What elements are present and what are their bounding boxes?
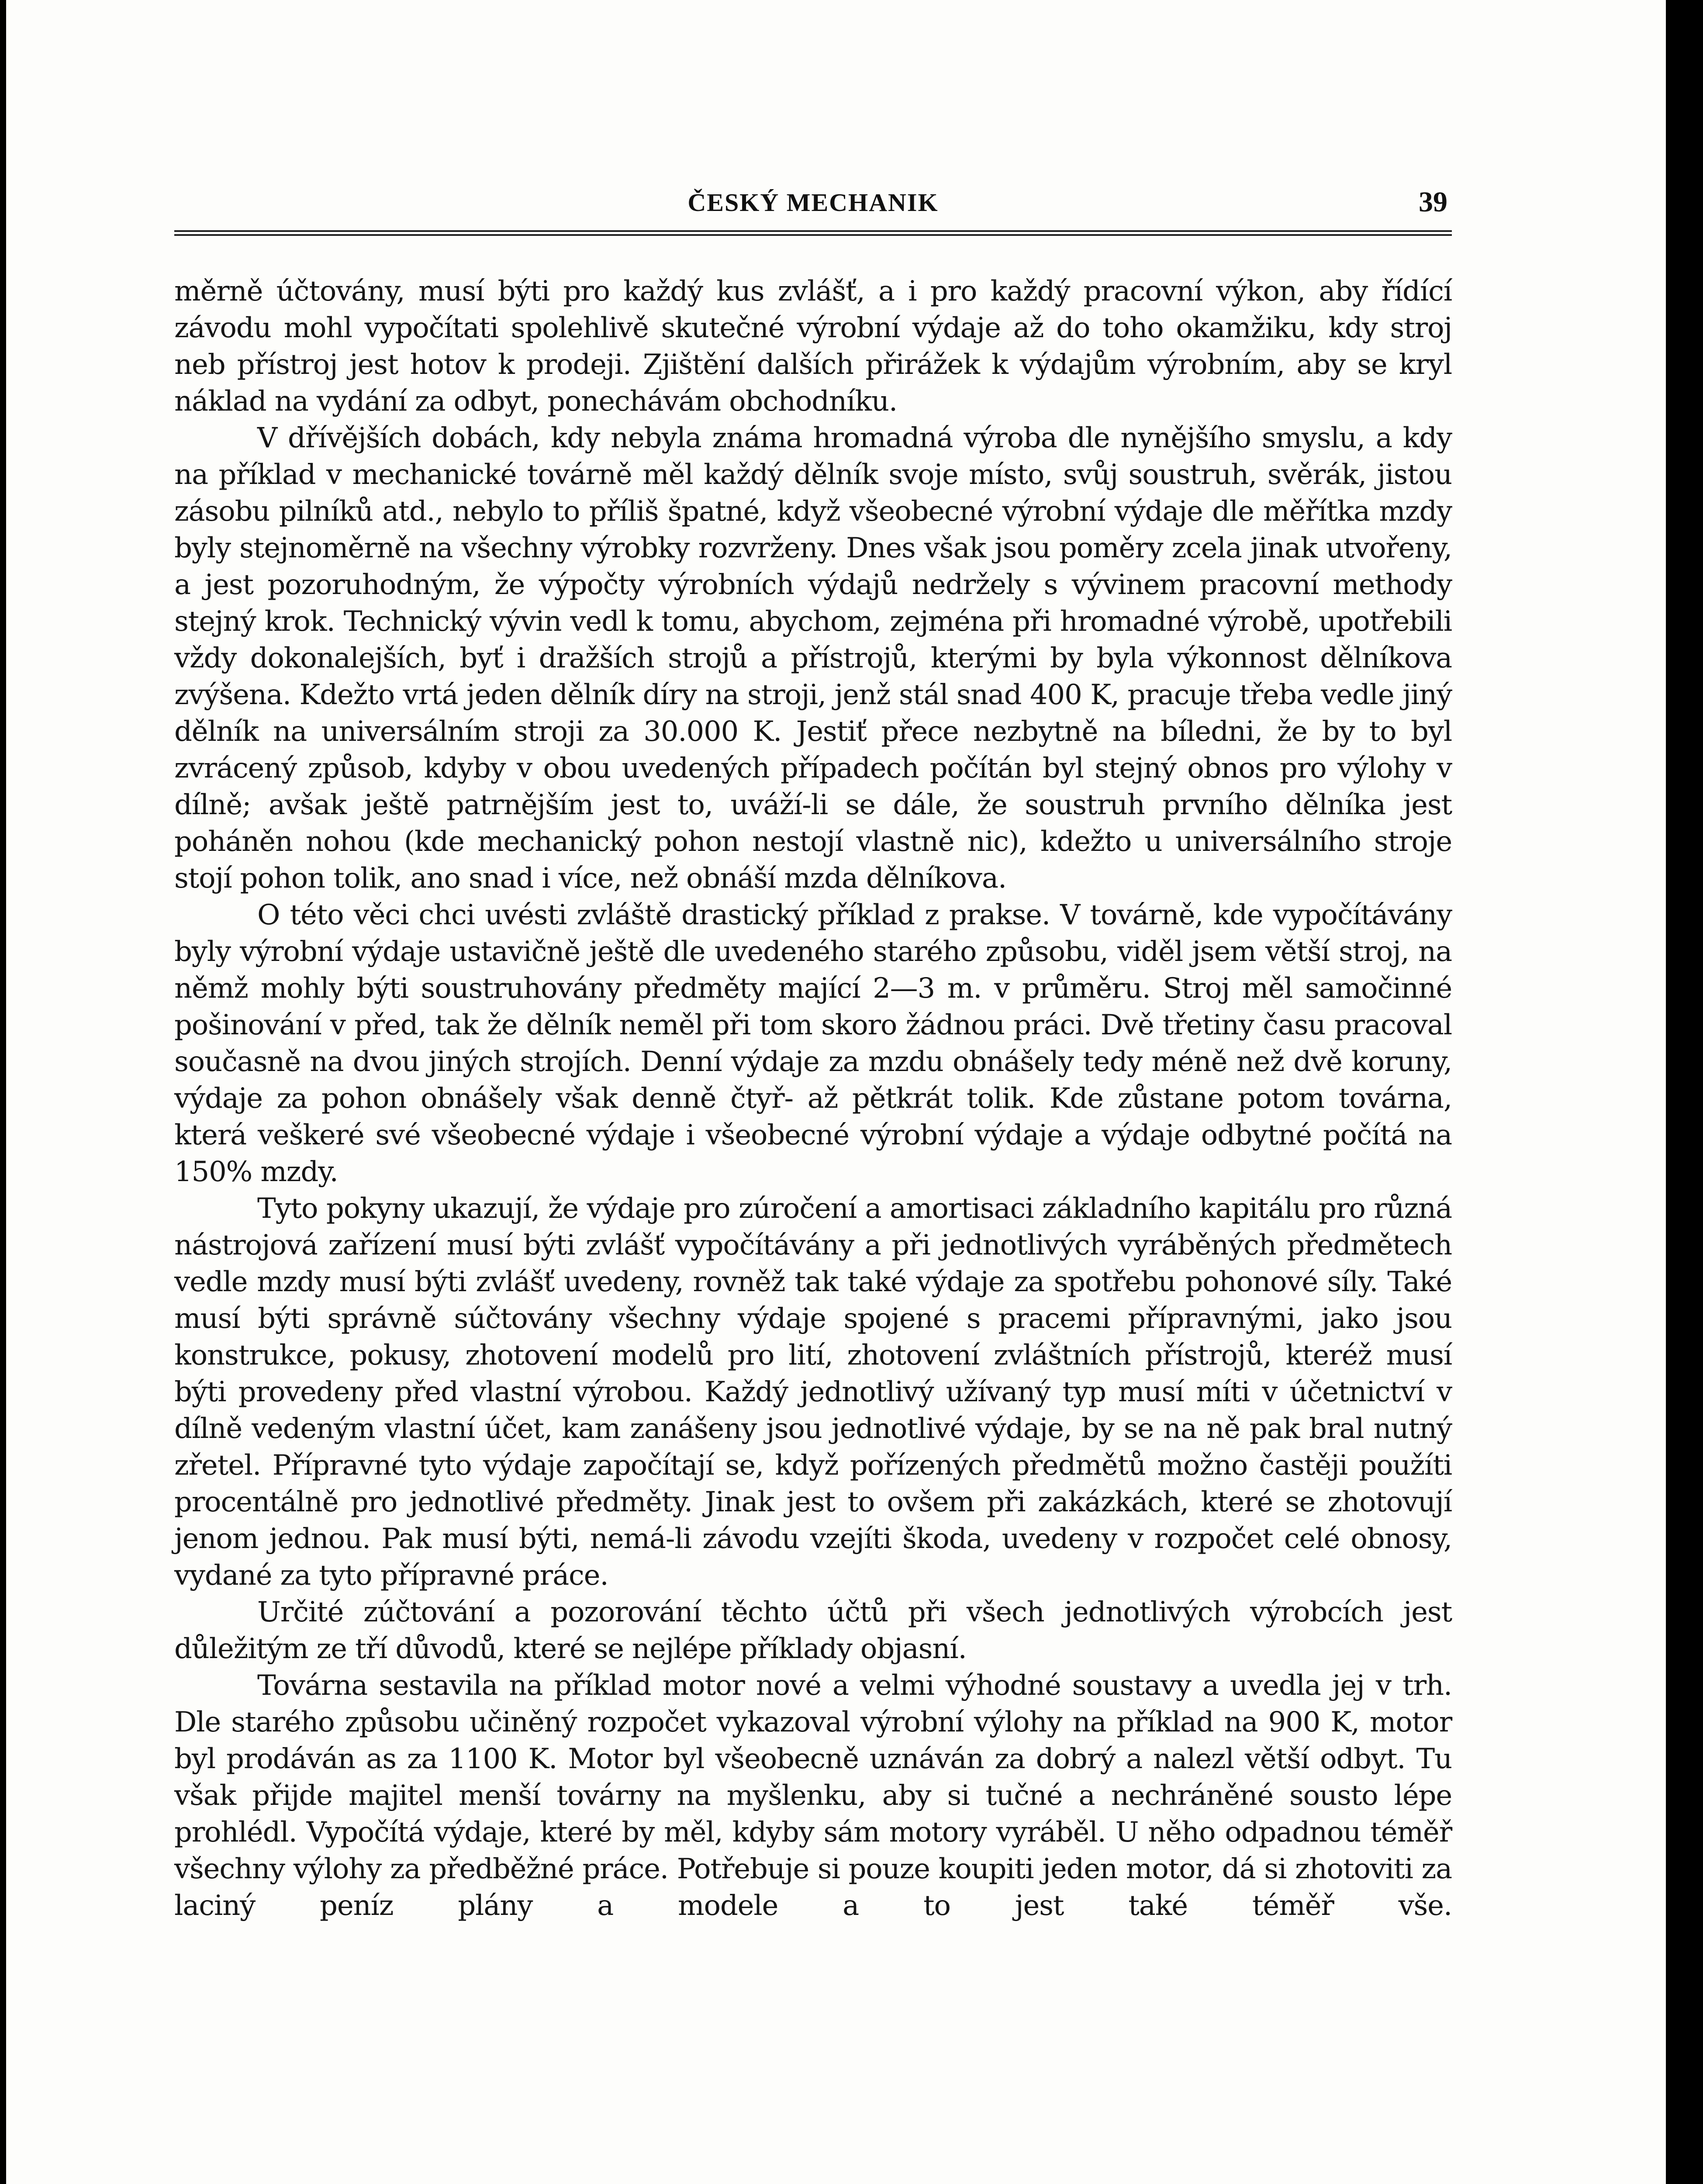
header-double-rule <box>174 230 1452 236</box>
page-number: 39 <box>1419 186 1447 218</box>
page-sheet <box>6 0 1666 2184</box>
page-header <box>174 173 1452 229</box>
paragraph-1: měrně účtovány, musí býti pro každý kus zvlášť, a i pro každý pracovní výkon, aby řídící závodu mohl vypočítati spolehlivě skutečné výrobní výdaje až do toho okamžiku, kdy stroj neb přístroj jest hotov k prodeji. Zjištění dalších přirážek k výdajům výrobním, aby se kryl náklad na vydání za odbyt, ponechávám obchodníku. <box>174 275 1452 418</box>
paragraph-3: O této věci chci uvésti zvláště drastický příklad z prakse. V továrně, kde vypočítávány byly výrobní výdaje ustavičně ještě dle uvedeného starého způsobu, viděl jsem větší stroj, na němž mohly býti soustruhovány předměty mající 2—3 m. v průměru. Stroj měl samočinné pošinování v před, tak že dělník neměl při tom skoro žádnou práci. Dvě třetiny času pracoval současně na dvou jiných strojích. Denní výdaje za mzdu obnášely tedy méně než dvě koruny, výdaje za pohon obnášely však denně čtyř- až pětkrát tolik. Kde zůstane potom továrna, která veškeré své všeobecné výdaje i všeobecné výrobní výdaje a výdaje odbytné počítá na 150% mzdy. <box>174 899 1452 1188</box>
running-title: ČESKÝ MECHANIK <box>687 188 939 217</box>
paragraph-5: Určité zúčtování a pozorování těchto účtů při všech jednotlivých výrobcích jest důležitým ze tří důvodů, které se nejlépe příklady objasní. <box>174 1596 1452 1665</box>
paragraph-2: V dřívějších dobách, kdy nebyla známa hromadná výroba dle nynějšího smyslu, a kdy na příklad v mechanické továrně měl každý dělník svoje místo, svůj soustruh, svěrák, jistou zásobu pilníků atd., nebylo to příliš špatné, když všeobecné výrobní výdaje dle měřítka mzdy byly stejnoměrně na všechny výrobky rozvrženy. Dnes však jsou poměry zcela jinak utvořeny, a jest pozoruhodným, že výpočty výrobních výdajů nedržely s vývinem pracovní methody stejný krok. Technický vývin vedl k tomu, abychom, zejména při hromadné výrobě, upotřebili vždy dokonalejších, byť i dražších strojů a přístrojů, kterými by byla výkonnost dělníkova zvýšena. Kdežto vrtá jeden dělník díry na stroji, jenž stál snad 400 K, pracuje třeba vedle jiný dělník na universálním stroji za 30.000 K. Jestiť přece nezbytně na bíledni, že by to byl zvrácený způsob, kdyby v obou uvedených případech počítán byl stejný obnos pro výlohy v dílně; avšak ještě patrnějším jest to, uváží-li se dále, že soustruh prvního dělníka jest poháněn nohou (kde mechanický pohon nestojí vlastně nic), kdežto u universálního stroje stojí pohon tolik, ano snad i více, než obnáší mzda dělníkova. <box>174 422 1452 895</box>
body-text <box>174 273 1452 2184</box>
paragraph-4: Tyto pokyny ukazují, že výdaje pro zúročení a amortisaci základního kapitálu pro různá nástrojová zařízení musí býti zvlášť vypočítávány a při jednotlivých vyráběných předmětech vedle mzdy musí býti zvlášť uvedeny, rovněž tak také výdaje za spotřebu pohonové síly. Také musí býti správně súčtovány všechny výdaje spojené s pracemi přípravnými, jako jsou konstrukce, pokusy, zhotovení modelů pro lití, zhotovení zvláštních přístrojů, kteréž musí býti provedeny před vlastní výrobou. Každý jednotlivý užívaný typ musí míti v účetnictví v dílně vedeným vlastní účet, kam zanášeny jsou jednotlivé výdaje, by se na ně pak bral nutný zřetel. Přípravné tyto výdaje započítají se, když pořízených předmětů možno častěji použíti procentálně pro jednotlivé předměty. Jinak jest to ovšem při zakázkách, které se zhotovují jenom jednou. Pak musí býti, nemá-li závodu vzejíti škoda, uvedeny v rozpočet celé obnosy, vydané za tyto přípravné práce. <box>174 1192 1452 1592</box>
paragraph-6: Továrna sestavila na příklad motor nové a velmi výhodné soustavy a uvedla jej v trh. Dle starého způsobu učiněný rozpočet vykazoval výrobní výlohy na příklad na 900 K, motor byl prodáván as za 1100 K. Motor byl všeobecně uznáván za dobrý a nalezl větší odbyt. Tu však přijde majitel menší továrny na myšlenku, aby si tučné a nechráněné sousto lépe prohlédl. Vypočítá výdaje, které by měl, kdyby sám motory vyráběl. U něho odpadnou téměř všechny výlohy za předběžné práce. Potřebuje si pouze koupiti jeden motor, dá si zhotoviti za laciný peníz plány a modele a to jest také téměř vše. <box>174 1669 1452 1922</box>
